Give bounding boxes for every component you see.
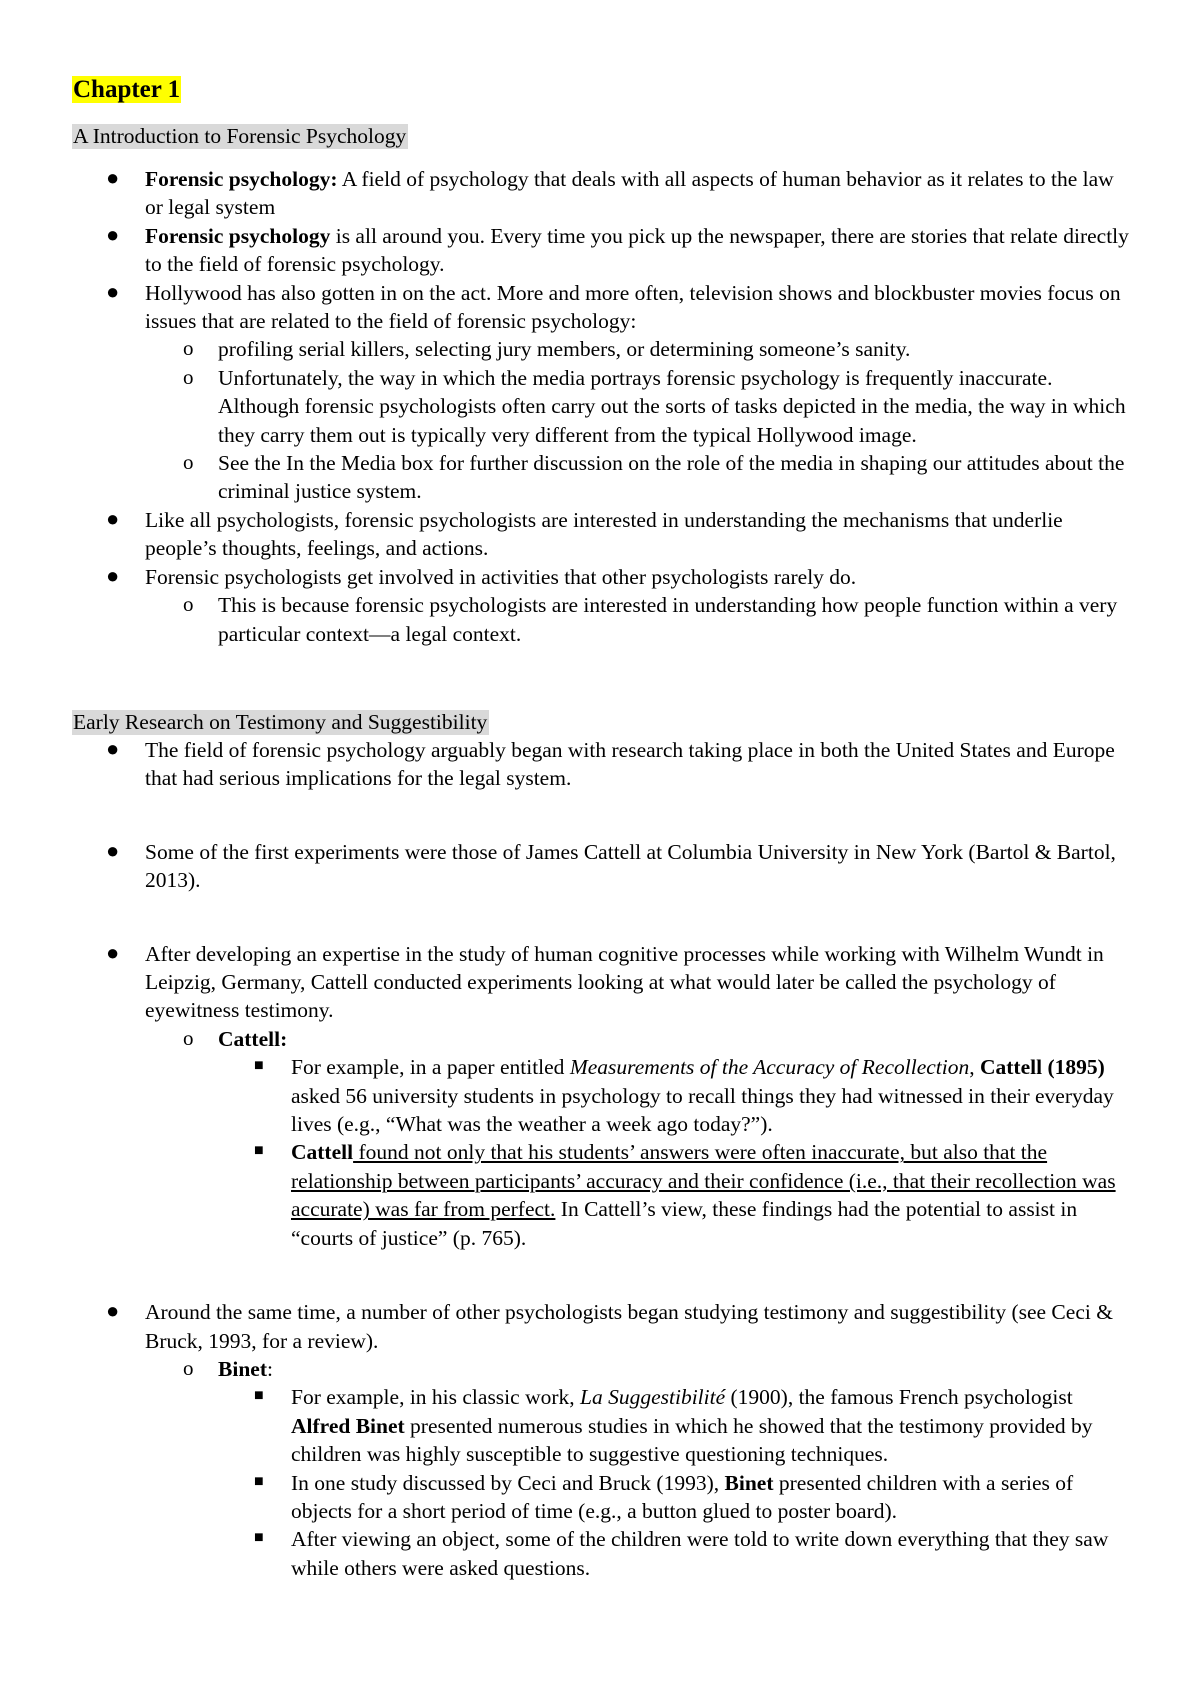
sub-bullet-item: o See the In the Media box for further discussion on the role of the media in shaping our attitudes about the criminal justice system. bbox=[183, 450, 1125, 504]
sub-sub-list bbox=[218, 1053, 1132, 1252]
sub-bullet-item: o profiling serial killers, selecting jury members, or determining someone’s sanity. bbox=[183, 336, 911, 362]
bullet-item: ● Around the same time, a number of other psychologists began studying testimony and suggestibility (see Ceci & Bruck, 1993, for a review). o Binet: ■ For example, in his classic work, La Suggestibilité (1900), the famous French psychologist Alfred Binet presented numerous studies in which he showed that the testimony provided by children was highly susceptible to suggestive questioning techniques. ■ In one study discussed by Ceci and Bruck (1993), Binet presented children with a series of objects for a short period of time (e.g., a button glued to poster board). ■ After viewing an object, some of the children were told to write down everything that they saw while others were asked questions. bbox=[72, 1298, 1132, 1582]
sub-list bbox=[145, 591, 1132, 648]
chapter-title-text: Chapter 1 bbox=[73, 76, 181, 103]
bullet-icon: ● bbox=[106, 736, 120, 761]
bullet-item: ● Like all psychologists, forensic psychologists are interested in understanding the mechanisms that underlie people’s thoughts, feelings, and actions. bbox=[106, 505, 1063, 561]
bullet-icon: ● bbox=[106, 1298, 120, 1324]
square-bullet-icon: ■ bbox=[254, 1142, 264, 1160]
bullet-item: ● Forensic psychologists get involved in activities that other psychologists rarely do. o This is because forensic psychologists are interested in understanding how people function within a very particular context—a legal context. bbox=[72, 563, 1132, 648]
section-2-list bbox=[72, 736, 1132, 1582]
sub-bullet-item: o Cattell: ■ For example, in a paper entitled Measurements of the Accuracy of Recollection, Cattell (1895) asked 56 university students in psychology to recall things they had witnessed in their everyday lives (e.g., “What was the weather a week ago today?”). ■ Cattell found not only that his students’ answers were often inaccurate, but also that the relationship between participants’ accuracy and their confidence (i.e., that their recollection was accurate) was far from perfect. In Cattell’s view, these findings had the potential to assist in “courts of justice” (p. 765). bbox=[145, 1025, 1132, 1252]
section-heading-early-research: Early Research on Testimony and Suggestibility bbox=[73, 710, 488, 734]
bullet-item: ● Forensic psychology: A field of psychology that deals with all aspects of human behavior as it relates to the law or legal system bbox=[106, 165, 1114, 220]
hollow-bullet-icon: o bbox=[183, 1355, 194, 1380]
sub-bullet-item: o Unfortunately, the way in which the media portrays forensic psychology is frequently inaccurate. Although forensic psychologists often carry out the sorts of tasks depicted in the media, the way in which they carry them out is typically very different from the typical Hollywood image. bbox=[183, 364, 1126, 447]
bullet-item: ● After developing an expertise in the study of human cognitive processes while working with Wilhelm Wundt in Leipzig, Germany, Cattell conducted experiments looking at what would later be called the psychology of eyewitness testimony. o Cattell: ■ For example, in a paper entitled Measurements of the Accuracy of Recollection, Cattell (1895) asked 56 university students in psychology to recall things they had witnessed in their everyday lives (e.g., “What was the weather a week ago today?”). ■ Cattell found not only that his students’ answers were often inaccurate, but also that the relationship between participants’ accuracy and their confidence (i.e., that their recollection was accurate) was far from perfect. In Cattell’s view, these findings had the potential to assist in “courts of justice” (p. 765). bbox=[72, 940, 1132, 1252]
sub-bullet-item: o This is because forensic psychologists are interested in understanding how people function within a very particular context—a legal context. bbox=[183, 592, 1118, 646]
hollow-bullet-icon: o bbox=[183, 336, 194, 361]
bullet-item: ● Some of the first experiments were those of James Cattell at Columbia University in New York (Bartol & Bartol, 2013). bbox=[106, 837, 1116, 893]
sub-list bbox=[145, 1025, 1132, 1252]
bullet-icon: ● bbox=[106, 837, 120, 863]
sub-list bbox=[145, 335, 1132, 505]
bullet-item: ● Forensic psychology is all around you. Every time you pick up the newspaper, there are stories that relate directly to the field of forensic psychology. bbox=[106, 221, 1129, 277]
square-bullet-item: ■ For example, in his classic work, La Suggestibilité (1900), the famous French psychologist Alfred Binet presented numerous studies in which he showed that the testimony provided by children was highly susceptible to suggestive questioning techniques. bbox=[218, 1383, 1132, 1468]
bullet-icon: ● bbox=[106, 562, 120, 588]
square-bullet-item: ■ In one study discussed by Ceci and Bruck (1993), Binet presented children with a series of objects for a short period of time (e.g., a button glued to poster board). bbox=[218, 1469, 1132, 1526]
sub-bullet-item: o Binet: ■ For example, in his classic work, La Suggestibilité (1900), the famous French psychologist Alfred Binet presented numerous studies in which he showed that the testimony provided by children was highly susceptible to suggestive questioning techniques. ■ In one study discussed by Ceci and Bruck (1993), Binet presented children with a series of objects for a short period of time (e.g., a button glued to poster board). ■ After viewing an object, some of the children were told to write down everything that they saw while others were asked questions. bbox=[145, 1355, 1132, 1582]
bullet-icon: ● bbox=[106, 278, 120, 304]
square-bullet-icon: ■ bbox=[254, 1529, 264, 1547]
chapter-title bbox=[72, 72, 181, 108]
bullet-item: ● Hollywood has also gotten in on the act. More and more often, television shows and blockbuster movies focus on issues that are related to the field of forensic psychology: o profiling serial killers, selecting jury members, or determining someone’s sanity. o Unfortunately, the way in which the media portrays forensic psychology is frequently inaccurate. Although forensic psychologists often carry out the sorts of tasks depicted in the media, the way in which they carry them out is typically very different from the typical Hollywood image. o See the In the Media box for further discussion on the role of the media in shaping our attitudes about the criminal justice system. bbox=[72, 279, 1132, 506]
hollow-bullet-icon: o bbox=[183, 592, 194, 617]
section-heading-introduction: A Introduction to Forensic Psychology bbox=[73, 124, 407, 148]
square-bullet-item: ■ Cattell found not only that his students’ answers were often inaccurate, but also that the relationship between participants’ accuracy and their confidence (i.e., that their recollection was accurate) was far from perfect. In Cattell’s view, these findings had the potential to assist in “courts of justice” (p. 765). bbox=[218, 1138, 1132, 1252]
square-bullet-item: ■ For example, in a paper entitled Measurements of the Accuracy of Recollection, Cattell (1895) asked 56 university students in psychology to recall things they had witnessed in their everyday lives (e.g., “What was the weather a week ago today?”). bbox=[218, 1053, 1132, 1138]
sub-sub-list bbox=[218, 1383, 1132, 1582]
bullet-icon: ● bbox=[106, 221, 120, 247]
hollow-bullet-icon: o bbox=[183, 450, 194, 475]
bullet-icon: ● bbox=[106, 505, 120, 531]
square-bullet-icon: ■ bbox=[254, 1472, 264, 1490]
hollow-bullet-icon: o bbox=[183, 364, 194, 389]
sub-list bbox=[145, 1355, 1132, 1582]
bullet-icon: ● bbox=[106, 165, 120, 190]
hollow-bullet-icon: o bbox=[183, 1025, 194, 1050]
square-bullet-icon: ■ bbox=[254, 1057, 264, 1075]
bullet-item: ● The field of forensic psychology arguably began with research taking place in both the United States and Europe that had serious implications for the legal system. bbox=[106, 736, 1115, 791]
bullet-icon: ● bbox=[106, 939, 120, 965]
square-bullet-icon: ■ bbox=[254, 1387, 264, 1405]
section-1-list bbox=[72, 165, 1132, 648]
square-bullet-item: ■ After viewing an object, some of the children were told to write down everything that they saw while others were asked questions. bbox=[218, 1525, 1132, 1582]
